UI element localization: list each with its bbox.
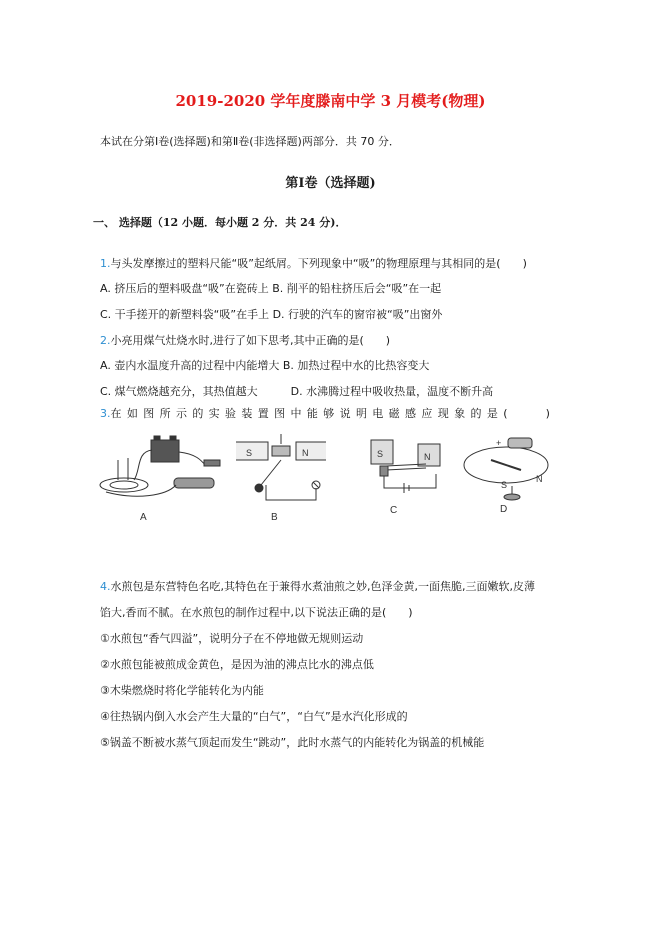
question-2-option-line: C. 煤气燃烧越充分，其热值越大 D. 水沸腾过程中吸收热量，温度不断升高 (100, 385, 494, 398)
svg-text:S: S (501, 480, 508, 490)
question-4-statement: ①水煎包“香气四溢”，说明分子在不停地做无规则运动 (100, 632, 364, 645)
figure-c-diagram (371, 440, 440, 493)
question-4-stem: 4.水煎包是东营特色名吃,其特色在于兼得水煮油煎之妙,色泽金黄,一面焦脆,三面嫩软,皮薄 (100, 580, 535, 593)
question-4-statement: ②水煎包能被煎成金黄色，是因为油的沸点比水的沸点低 (100, 658, 374, 671)
svg-text:S: S (377, 449, 384, 459)
svg-text:N: N (536, 474, 543, 484)
figure-label-b: B (271, 512, 278, 523)
figure-label-c: C (390, 505, 398, 516)
question-3-stem: 3.在如图所示的实验装置图中能够说明电磁感应现象的是( ) (100, 407, 551, 420)
question-1-option-line: A. 挤压后的塑料吸盘“吸”在瓷砖上 B. 削平的铅柱挤压后会“吸”在一起 (100, 282, 442, 295)
question-number: 4. (100, 580, 111, 593)
question-4-statement: ③木柴燃烧时将化学能转化为内能 (100, 684, 264, 697)
question-number: 1. (100, 257, 111, 270)
question-number: 2. (100, 334, 111, 347)
figure-a-diagram (100, 436, 220, 496)
intro-text: 本试在分第Ⅰ卷(选择题)和第Ⅱ卷(非选择题)两部分．共 70 分． (100, 135, 400, 148)
question-4-statement: ⑤锅盖不断被水蒸气顶起而发生“跳动”，此时水蒸气的内能转化为锅盖的机械能 (100, 736, 485, 749)
question-4-statement: ④往热锅内倒入水会产生大量的“白气”，“白气”是水汽化形成的 (100, 710, 408, 723)
question-2-option-line: A. 壶内水温度升高的过程中内能增大 B. 加热过程中水的比热容变大 (100, 359, 430, 372)
question-1-option-line: C. 干手搓开的新塑料袋“吸”在手上 D. 行驶的汽车的窗帘被“吸”出窗外 (100, 308, 443, 321)
figure-label-a: A (140, 512, 147, 523)
svg-text:S: S (246, 448, 253, 458)
part-heading: 一、 选择题（12 小题．每小题 2 分．共 24 分)． (93, 216, 347, 229)
figure-d-diagram (464, 438, 548, 500)
figure-b-diagram (236, 434, 326, 500)
section-title: 第Ⅰ卷（选择题) (285, 176, 376, 191)
question-1-stem: 1.与头发摩擦过的塑料尺能“吸”起纸屑。下列现象中“吸”的物理原理与其相同的是( ) (100, 257, 527, 270)
question-2-stem: 2.小亮用煤气灶烧水时,进行了如下思考,其中正确的是( ) (100, 334, 391, 347)
figure-label-d: D (500, 504, 508, 515)
question-4-stem-continued: 馅大,香而不腻。在水煎包的制作过程中,以下说法正确的是( ) (100, 606, 413, 619)
question-number: 3. (100, 407, 111, 420)
page-title: 2019-2020 学年度滕南中学 3 月模考(物理) (175, 92, 486, 110)
svg-text:N: N (302, 448, 309, 458)
experiment-figures (96, 430, 566, 525)
svg-text:+: + (496, 438, 502, 448)
svg-text:N: N (424, 452, 431, 462)
